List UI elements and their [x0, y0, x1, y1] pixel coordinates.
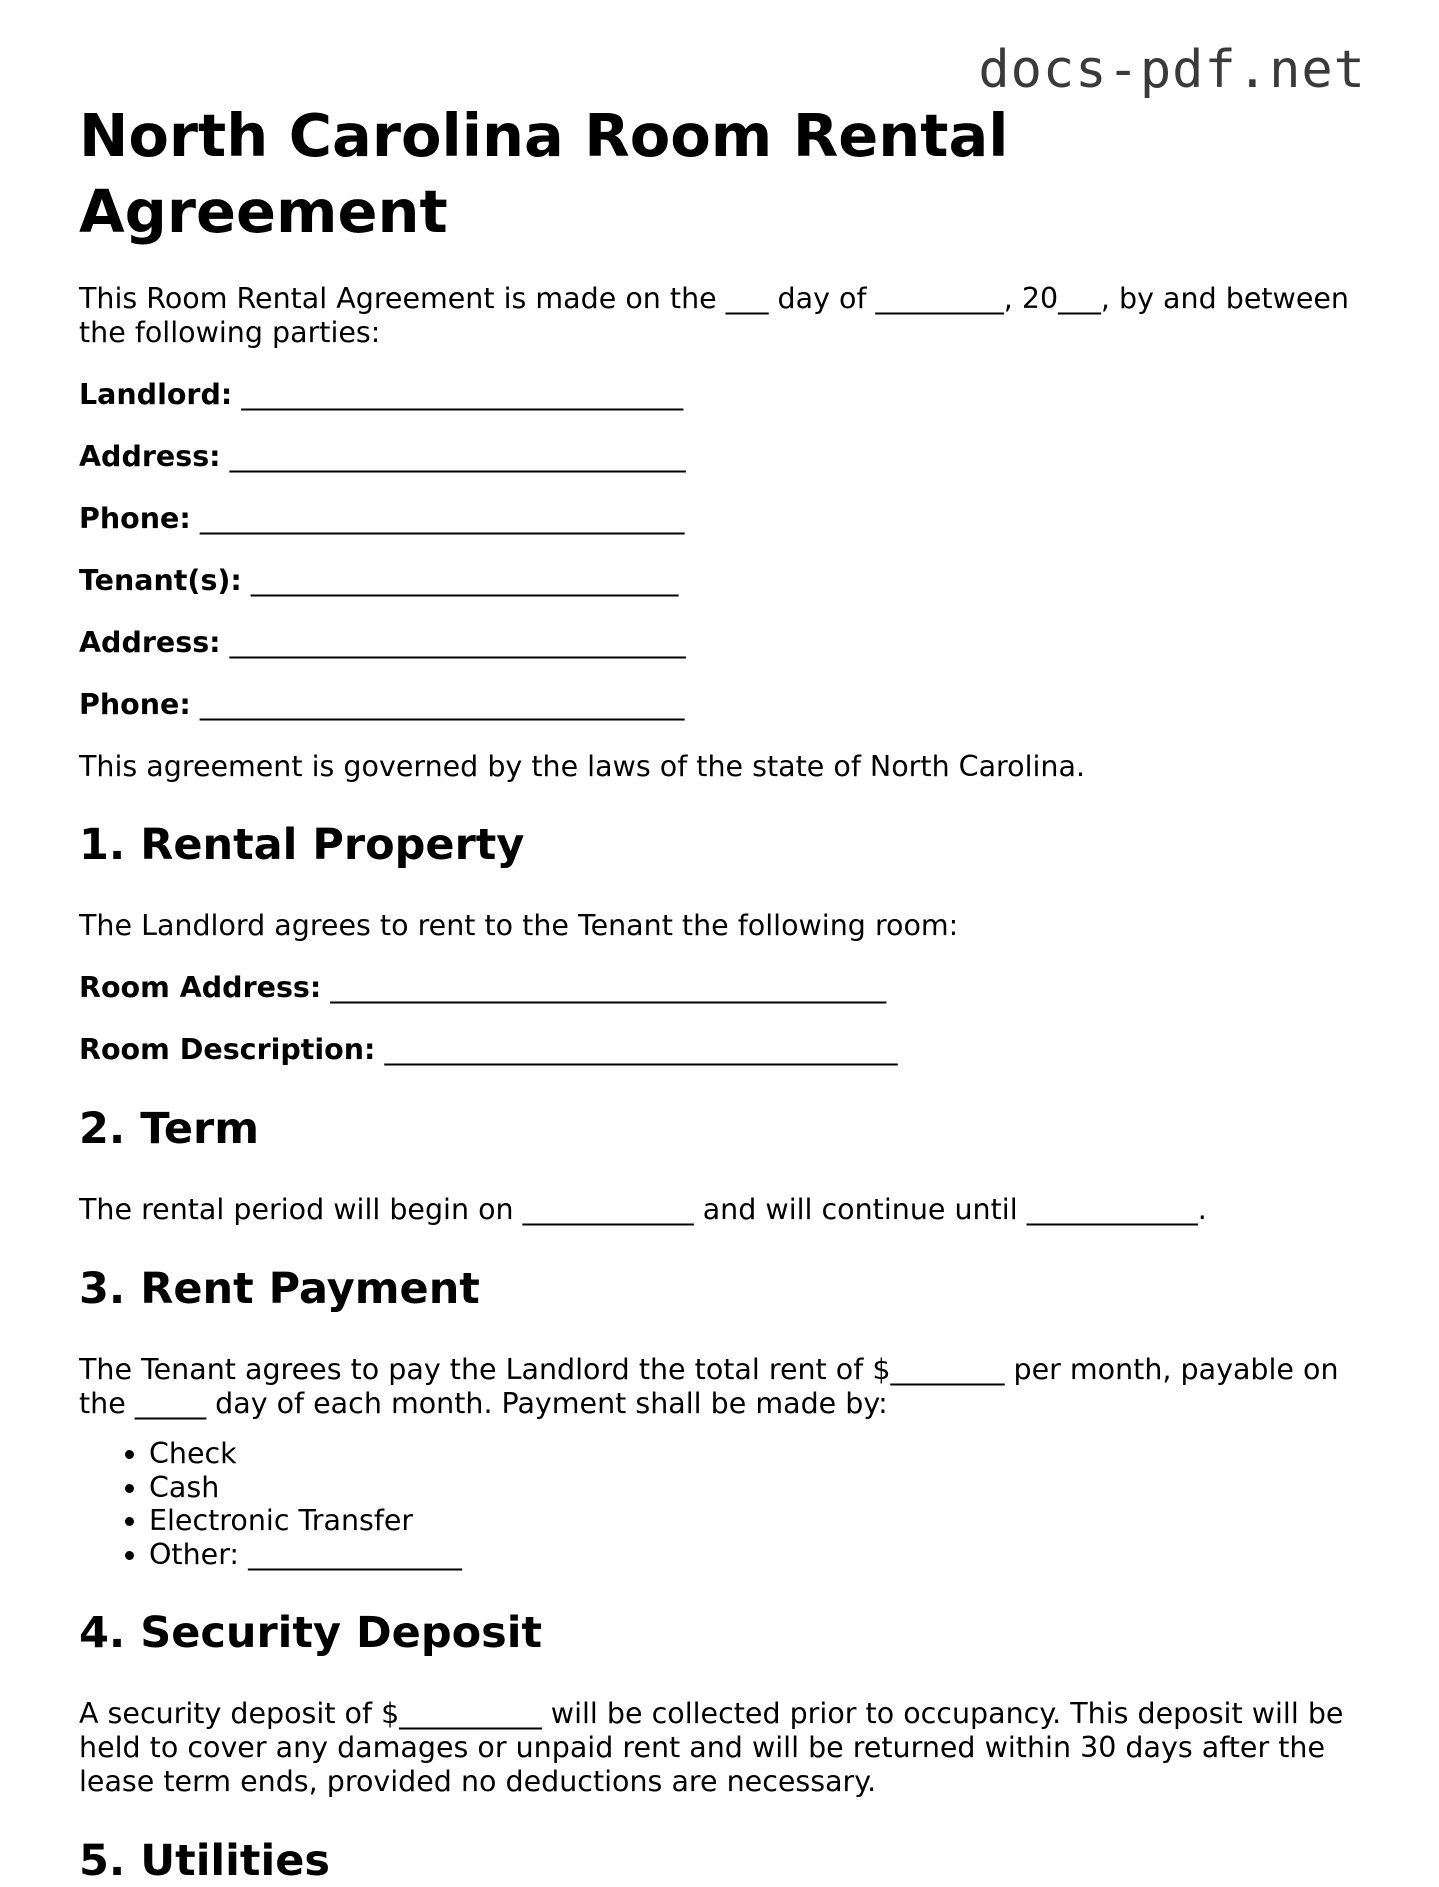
rental-property-paragraph: The Landlord agrees to rent to the Tenant the following room:: [79, 909, 959, 942]
security-deposit-paragraph: A security deposit of $__________ will be collected prior to occupancy. This deposit will be held to cover any damages or unpaid rent and will be returned within 30 days after the lease term ends, provided no deductions are necessary.: [79, 1697, 1344, 1798]
section-heading-rental-property: 1. Rental Property: [79, 820, 525, 870]
watermark: docs-pdf.net: [978, 40, 1366, 100]
governing-law-paragraph: This agreement is governed by the laws of the state of North Carolina.: [79, 750, 1086, 783]
document-page: [79, 98, 1369, 1887]
landlord-phone-field: [79, 502, 1369, 536]
document-title: North Carolina Room Rental Agreement: [79, 101, 1009, 246]
field-label: Room Description:: [79, 1033, 376, 1066]
field-label: Phone:: [79, 502, 191, 535]
list-item: • Electronic Transfer: [149, 1504, 1369, 1538]
intro-paragraph: This Room Rental Agreement is made on the ___ day of _________, 20___, by and between the following parties:: [79, 282, 1349, 349]
blank-line: __________________________________: [199, 688, 685, 721]
blank-line: _______________________________________: [330, 971, 887, 1004]
payment-methods-list: [79, 1437, 1369, 1571]
list-item: • Check: [149, 1437, 1369, 1471]
list-item: • Other: _______________: [149, 1538, 1369, 1572]
field-label: Landlord:: [79, 378, 233, 411]
term-paragraph: The rental period will begin on ____________ and will continue until ____________.: [79, 1193, 1207, 1226]
room-address-field: [79, 971, 1369, 1005]
list-item: • Cash: [149, 1471, 1369, 1505]
field-label: Address:: [79, 626, 221, 659]
section-heading-rent-payment: 3. Rent Payment: [79, 1264, 480, 1314]
section-heading-security-deposit: 4. Security Deposit: [79, 1608, 543, 1658]
landlord-field: [79, 378, 1369, 412]
blank-line: __________________________________: [199, 502, 685, 535]
landlord-address-field: [79, 440, 1369, 474]
section-heading-utilities: 5. Utilities: [79, 1836, 330, 1886]
field-label: Tenant(s):: [79, 564, 242, 597]
blank-line: ________________________________: [229, 626, 686, 659]
tenant-phone-field: [79, 688, 1369, 722]
field-label: Address:: [79, 440, 221, 473]
tenant-field: [79, 564, 1369, 598]
field-label: Room Address:: [79, 971, 322, 1004]
blank-line: ________________________________: [229, 440, 686, 473]
blank-line: _______________________________: [241, 378, 684, 411]
field-label: Phone:: [79, 688, 191, 721]
section-heading-term: 2. Term: [79, 1104, 260, 1154]
blank-line: ______________________________: [250, 564, 679, 597]
rent-payment-paragraph: The Tenant agrees to pay the Landlord the total rent of $________ per month, payable on the _____ day of each month. Payment shall be made by:: [79, 1353, 1339, 1420]
room-description-field: [79, 1033, 1369, 1067]
tenant-address-field: [79, 626, 1369, 660]
blank-line: ____________________________________: [384, 1033, 898, 1066]
